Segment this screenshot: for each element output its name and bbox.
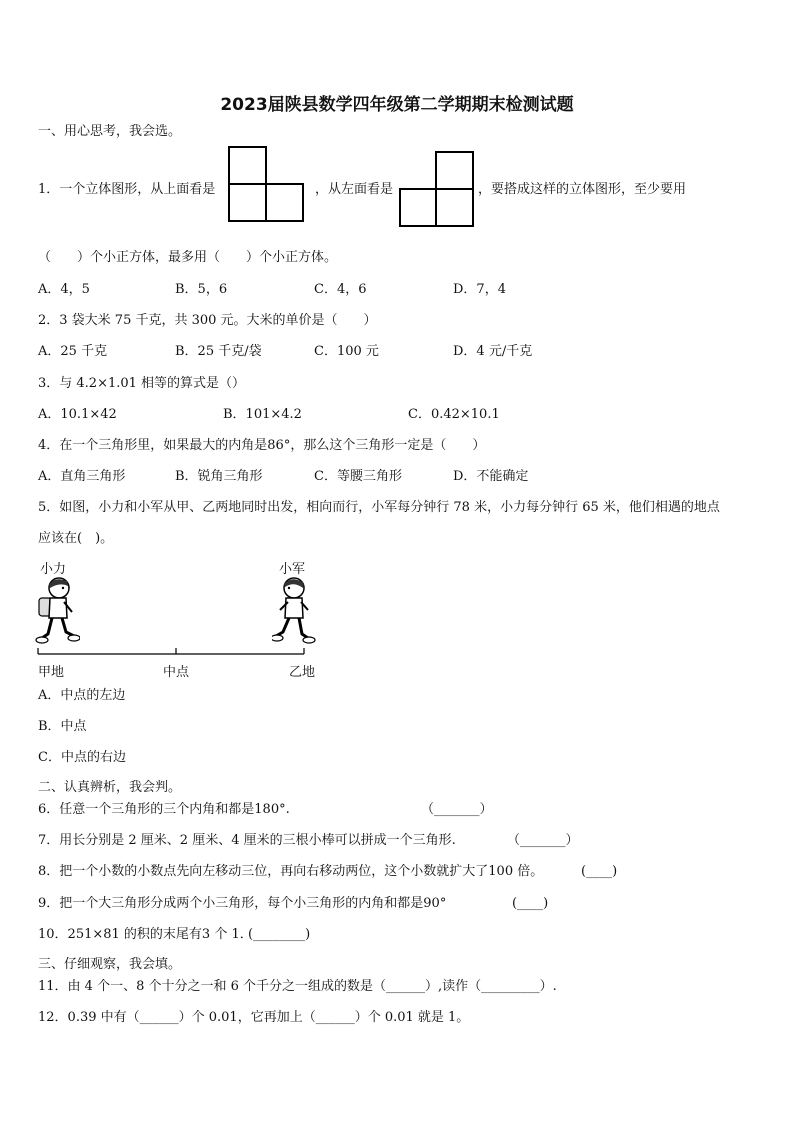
q2-option-d: D．4 元/千克 bbox=[453, 344, 533, 359]
q5-option-b: B．中点 bbox=[38, 719, 87, 734]
top-view-cell-1 bbox=[228, 146, 267, 185]
q4-option-b: B．锐角三角形 bbox=[175, 469, 263, 484]
q5-option-a: A．中点的左边 bbox=[38, 688, 126, 703]
q1-line2: （ ）个小正方体，最多用（ ）个小正方体。 bbox=[38, 250, 338, 265]
top-view-figure bbox=[228, 146, 308, 226]
q7-text: 7．用长分别是 2 厘米、2 厘米、4 厘米的三根小棒可以拼成一个三角形. bbox=[38, 833, 456, 848]
q4-option-d: D．不能确定 bbox=[453, 469, 529, 484]
section-2-heading: 二、认真辨析，我会判。 bbox=[38, 780, 182, 795]
right-place-label: 乙地 bbox=[289, 665, 316, 680]
q2-option-c: C．100 元 bbox=[314, 344, 379, 359]
q3-option-a: A．10.1×42 bbox=[38, 407, 117, 422]
q11-text: 11．由 4 个一、8 个十分之一和 6 个千分之一组成的数是（______）,读作（_________）. bbox=[38, 979, 557, 994]
left-view-figure bbox=[399, 151, 479, 231]
q4-option-a: A．直角三角形 bbox=[38, 469, 126, 484]
q12-text: 12．0.39 中有（______）个 0.01，它再加上（______）个 0.01 就是 1。 bbox=[38, 1010, 470, 1025]
right-person-label: 小军 bbox=[279, 562, 306, 577]
q1-text-part1: 1．一个立体图形，从上面看是 bbox=[38, 182, 216, 197]
mid-place-label: 中点 bbox=[163, 665, 190, 680]
q5-option-c: C．中点的右边 bbox=[38, 750, 126, 765]
page-title: 2023届陕县数学四年级第二学期期末检测试题 bbox=[220, 95, 574, 115]
section-1-heading: 一、用心思考，我会选。 bbox=[38, 124, 182, 139]
q5-stem-line2: 应该在( )。 bbox=[38, 531, 114, 546]
q6-blank: （_______） bbox=[421, 802, 493, 817]
q2-option-a: A．25 千克 bbox=[38, 344, 108, 359]
q5-stem-line1: 5．如图，小力和小军从甲、乙两地同时出发，相向而行，小军每分钟行 78 米，小力每分钟行 65 米，他们相遇的地点 bbox=[38, 500, 720, 515]
q1-text-part2: ，从左面看是 bbox=[315, 182, 394, 197]
q3-option-c: C．0.42×10.1 bbox=[408, 407, 500, 422]
q10-blank: (________) bbox=[248, 927, 311, 942]
q1-option-a: A．4，5 bbox=[38, 282, 90, 297]
top-view-cell-2 bbox=[228, 183, 267, 222]
left-view-cell-3 bbox=[435, 188, 474, 227]
left-place-label: 甲地 bbox=[38, 665, 65, 680]
road-line bbox=[36, 645, 308, 659]
left-person-label: 小力 bbox=[40, 562, 67, 577]
q10-text: 10．251×81 的积的末尾有3 个 1． bbox=[38, 927, 253, 942]
q1-option-c: C．4，6 bbox=[314, 282, 367, 297]
top-view-cell-3 bbox=[265, 183, 304, 222]
q4-option-c: C．等腰三角形 bbox=[314, 469, 402, 484]
q8-text: 8．把一个小数的小数点先向左移动三位，再向右移动两位，这个小数就扩大了100 倍。 bbox=[38, 864, 544, 879]
q2-stem: 2．3 袋大米 75 千克，共 300 元。大米的单价是（ ） bbox=[38, 313, 377, 328]
q3-option-b: B．101×4.2 bbox=[223, 407, 302, 422]
q1-option-b: B．5，6 bbox=[175, 282, 228, 297]
q6-text: 6．任意一个三角形的三个内角和都是180°. bbox=[38, 802, 290, 817]
q9-text: 9．把一个大三角形分成两个小三角形，每个小三角形的内角和都是90° bbox=[38, 896, 447, 911]
boy-walking-right-icon bbox=[34, 576, 80, 646]
q3-stem: 3．与 4.2×1.01 相等的算式是（） bbox=[38, 376, 246, 391]
left-view-cell-2 bbox=[399, 188, 438, 227]
q8-blank: (____) bbox=[581, 864, 618, 879]
q9-blank: (____) bbox=[512, 896, 549, 911]
section-3-heading: 三、仔细观察，我会填。 bbox=[38, 957, 182, 972]
left-view-cell-1 bbox=[435, 151, 474, 190]
q2-option-b: B．25 千克/袋 bbox=[175, 344, 262, 359]
q4-stem: 4．在一个三角形里，如果最大的内角是86°，那么这个三角形一定是（ ） bbox=[38, 438, 486, 453]
q7-blank: （_______） bbox=[507, 833, 579, 848]
q1-option-d: D．7，4 bbox=[453, 282, 506, 297]
q1-text-part3: ，要搭成这样的立体图形，至少要用 bbox=[478, 182, 687, 197]
boy-walking-left-icon bbox=[272, 576, 318, 646]
